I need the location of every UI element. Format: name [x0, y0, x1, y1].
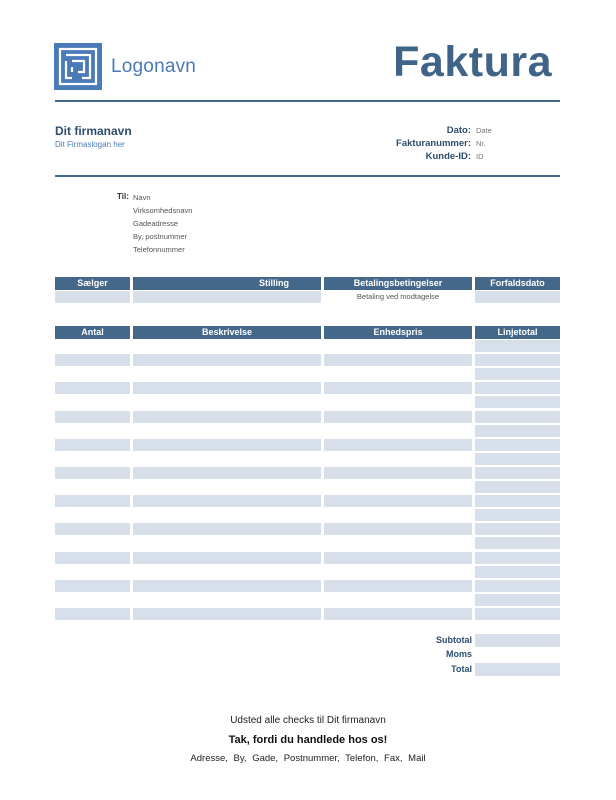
item-cell[interactable] — [324, 439, 472, 451]
tax-label: Moms — [445, 649, 472, 659]
item-cell[interactable] — [55, 368, 130, 380]
terms-cell-position[interactable] — [133, 291, 321, 303]
item-cell[interactable] — [55, 580, 130, 592]
item-cell[interactable] — [133, 453, 321, 465]
item-cell[interactable] — [475, 566, 560, 578]
invoice-number-value: Nr. — [476, 139, 486, 148]
item-cell[interactable] — [133, 411, 321, 423]
total-label: Total — [451, 664, 472, 674]
item-cell[interactable] — [475, 594, 560, 606]
item-cell[interactable] — [475, 523, 560, 535]
customer-id-label: Kunde-ID: — [425, 151, 471, 162]
item-cell[interactable] — [324, 552, 472, 564]
subtotal-label: Subtotal — [436, 635, 472, 645]
terms-header-seller: Sælger — [55, 277, 130, 290]
date-row — [380, 125, 560, 138]
items-header-unit-price: Enhedspris — [324, 326, 472, 339]
item-cell[interactable] — [133, 552, 321, 564]
item-cell[interactable] — [475, 580, 560, 592]
item-cell[interactable] — [324, 396, 472, 408]
item-cell[interactable] — [133, 566, 321, 578]
subtotal-value[interactable] — [475, 634, 560, 647]
item-cell[interactable] — [475, 411, 560, 423]
terms-header-position: Stilling — [133, 277, 321, 290]
item-cell[interactable] — [475, 467, 560, 479]
page-title: Faktura — [393, 38, 552, 86]
item-cell[interactable] — [475, 396, 560, 408]
item-cell[interactable] — [475, 495, 560, 507]
item-cell[interactable] — [133, 594, 321, 606]
item-cell[interactable] — [133, 396, 321, 408]
terms-cell-due-date[interactable] — [475, 291, 560, 303]
item-cell[interactable] — [324, 467, 472, 479]
items-header-line-total: Linjetotal — [475, 326, 560, 339]
item-cell[interactable] — [133, 580, 321, 592]
items-header-description: Beskrivelse — [133, 326, 321, 339]
item-cell[interactable] — [133, 439, 321, 451]
item-cell[interactable] — [475, 368, 560, 380]
item-cell[interactable] — [133, 608, 321, 620]
item-cell[interactable] — [55, 411, 130, 423]
item-cell[interactable] — [55, 509, 130, 521]
item-cell[interactable] — [133, 467, 321, 479]
recipient-label: Til: — [117, 192, 129, 201]
item-cell[interactable] — [55, 354, 130, 366]
item-cell[interactable] — [55, 537, 130, 549]
terms-cell-seller[interactable] — [55, 291, 130, 303]
item-cell[interactable] — [324, 594, 472, 606]
item-cell[interactable] — [133, 382, 321, 394]
item-cell[interactable] — [133, 537, 321, 549]
item-cell[interactable] — [324, 537, 472, 549]
item-cell[interactable] — [475, 481, 560, 493]
item-cell[interactable] — [55, 382, 130, 394]
maze-logo-icon — [54, 43, 102, 90]
recipient-company: Virksomhedsnavn — [133, 206, 193, 215]
total-value[interactable] — [475, 663, 560, 676]
item-cell[interactable] — [133, 340, 321, 352]
item-cell[interactable] — [133, 509, 321, 521]
item-cell[interactable] — [324, 354, 472, 366]
customer-id-value: ID — [476, 152, 484, 161]
date-label: Dato: — [446, 125, 471, 136]
recipient-block — [133, 193, 192, 258]
item-cell[interactable] — [324, 425, 472, 437]
item-cell[interactable] — [55, 495, 130, 507]
item-cell[interactable] — [475, 439, 560, 451]
item-cell[interactable] — [475, 382, 560, 394]
thanks-note: Tak, fordi du handlede hos os! — [228, 734, 388, 746]
item-cell[interactable] — [324, 481, 472, 493]
item-cell[interactable] — [475, 453, 560, 465]
item-cell[interactable] — [324, 566, 472, 578]
item-cell[interactable] — [324, 495, 472, 507]
item-cell[interactable] — [324, 368, 472, 380]
item-cell[interactable] — [55, 566, 130, 578]
item-cell[interactable] — [324, 509, 472, 521]
invoice-number-row — [380, 138, 560, 151]
date-value: Date — [476, 126, 492, 135]
item-cell[interactable] — [55, 608, 130, 620]
terms-header-payment-terms: Betalingsbetingelser — [324, 277, 472, 290]
item-cell[interactable] — [55, 396, 130, 408]
item-cell[interactable] — [324, 523, 472, 535]
item-cell[interactable] — [475, 608, 560, 620]
recipient-name: Navn — [133, 193, 151, 202]
recipient-city: By, postnummer — [133, 232, 188, 241]
item-cell[interactable] — [133, 495, 321, 507]
terms-cell-payment-terms[interactable]: Betaling ved modtagelse — [356, 292, 440, 301]
item-cell[interactable] — [324, 608, 472, 620]
recipient-phone: Telefonnummer — [133, 245, 185, 254]
recipient-street: Gadeadresse — [133, 219, 179, 228]
item-cell[interactable] — [55, 523, 130, 535]
item-cell[interactable] — [133, 481, 321, 493]
item-cell[interactable] — [324, 382, 472, 394]
item-cell[interactable] — [55, 467, 130, 479]
terms-header-due-date: Forfaldsdato — [475, 277, 560, 290]
item-cell[interactable] — [55, 425, 130, 437]
customer-id-row — [380, 151, 560, 164]
checks-note: Udsted alle checks til Dit firmanavn — [230, 715, 386, 726]
logo-name: Logonavn — [111, 56, 197, 77]
item-cell[interactable] — [133, 354, 321, 366]
contact-line: Adresse, By, Gade, Postnummer, Telefon, Fax, Mail — [190, 753, 426, 764]
item-cell[interactable] — [55, 594, 130, 606]
tax-value[interactable] — [475, 648, 560, 661]
item-cell[interactable] — [55, 453, 130, 465]
item-cell[interactable] — [475, 425, 560, 437]
item-cell[interactable] — [475, 509, 560, 521]
company-slogan: Dit Firmaslogan her — [55, 140, 125, 149]
company-name: Dit firmanavn — [55, 124, 132, 138]
item-cell[interactable] — [133, 368, 321, 380]
item-cell[interactable] — [475, 552, 560, 564]
item-cell[interactable] — [324, 453, 472, 465]
item-cell[interactable] — [324, 411, 472, 423]
item-cell[interactable] — [55, 552, 130, 564]
item-cell[interactable] — [475, 340, 560, 352]
item-cell[interactable] — [324, 580, 472, 592]
item-cell[interactable] — [133, 523, 321, 535]
item-cell[interactable] — [475, 354, 560, 366]
item-cell[interactable] — [133, 425, 321, 437]
item-cell[interactable] — [475, 537, 560, 549]
item-cell[interactable] — [55, 481, 130, 493]
item-cell[interactable] — [55, 439, 130, 451]
items-header-quantity: Antal — [55, 326, 130, 339]
invoice-number-label: Fakturanummer: — [396, 138, 471, 149]
item-cell[interactable] — [55, 340, 130, 352]
section-divider — [55, 175, 560, 177]
header-divider — [55, 100, 560, 102]
item-cell[interactable] — [324, 340, 472, 352]
